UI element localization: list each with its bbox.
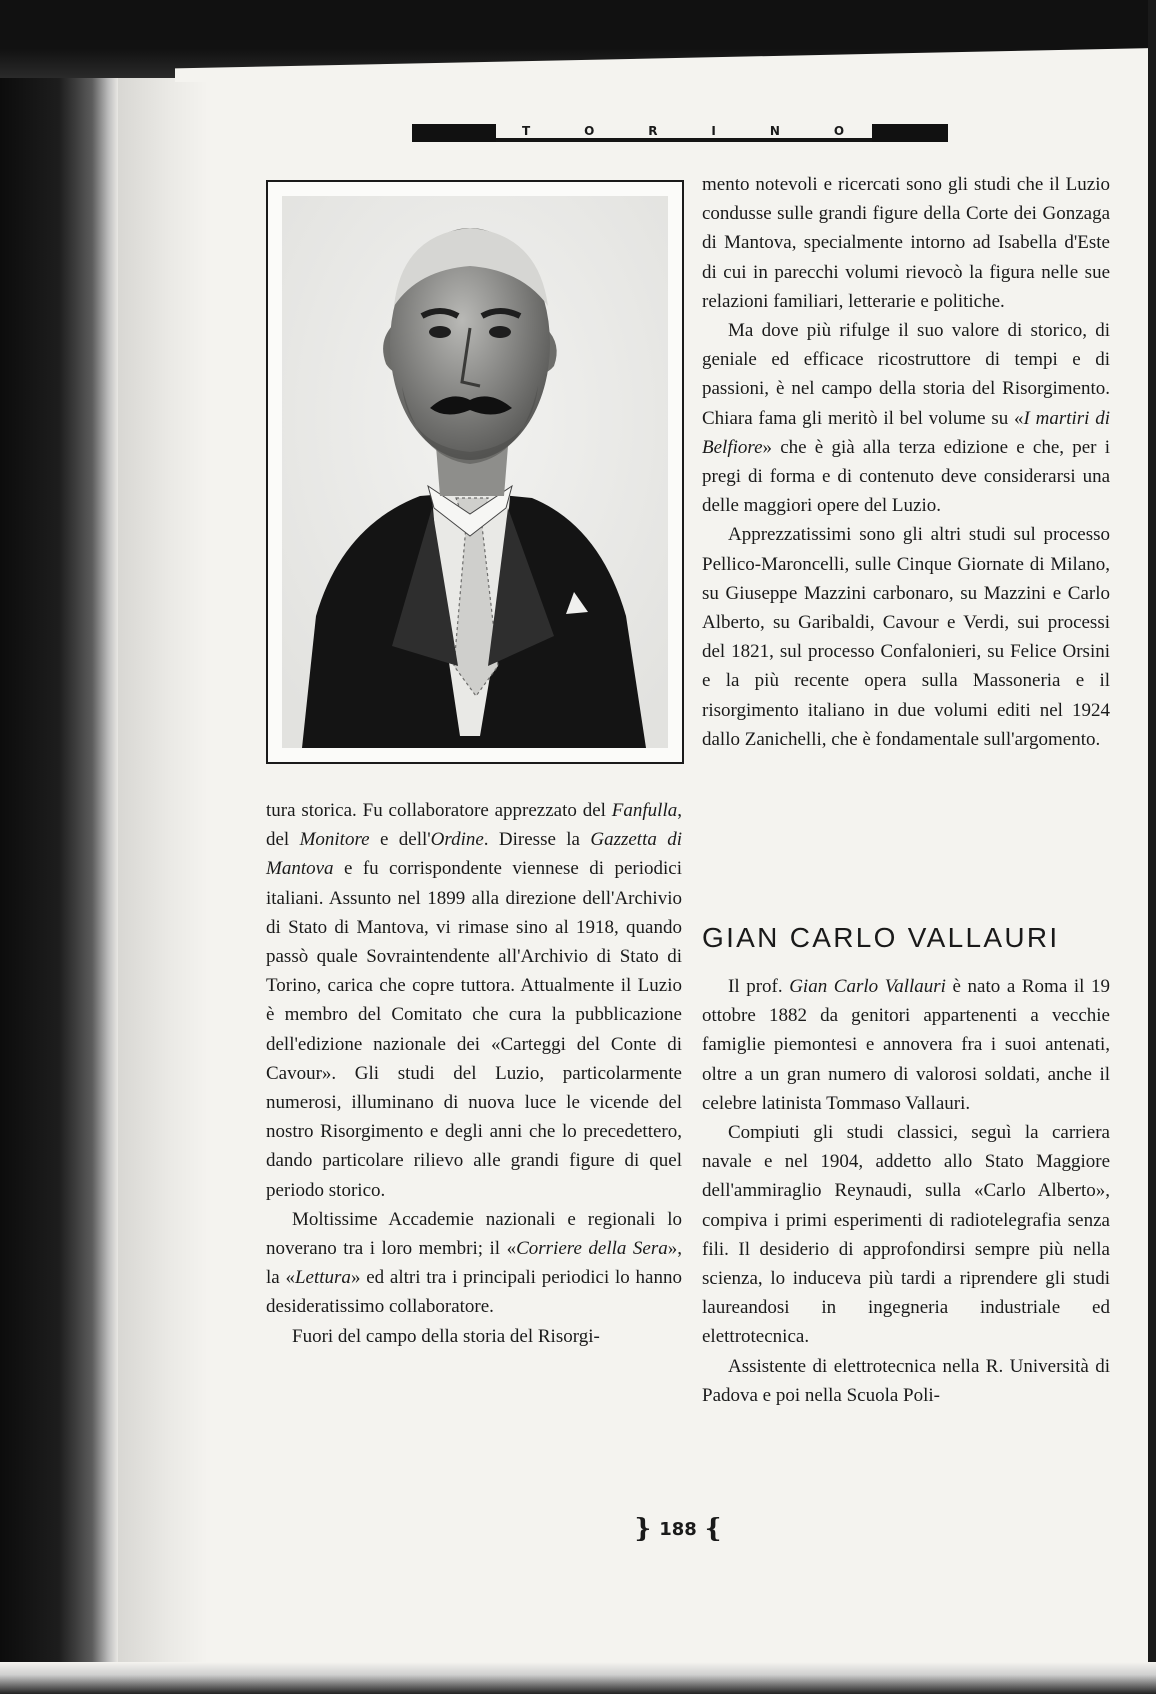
text-run: e fu corrispondente viennese di periodici italiani. Assunto nel 1899 alla direzione dell'Archivio di Stato di Mantova, vi rimase sino al 1918, quando passò quale Sovraintendente all'Archivio di Stato di Torino, carica che copre tuttora. Attualmente il Luzio è membro del Comitato che cura la pubblicazione dell'edizione nazionale dei «Carteggi del Conte di Cavour». Gli studi del Luzio, particolarmente numerosi, illuminano di nuova luce le vicende del nostro Risorgimento e degli anni che lo precedettero, dando particolare rilievo alle grandi figure di quel periodo storico.	[266, 858, 682, 1201]
scan-edge-shadow	[118, 60, 208, 1694]
portrait-eye	[489, 326, 511, 338]
scan-edge-right	[1148, 0, 1156, 1694]
text-run: , del	[266, 800, 682, 851]
paragraph: Apprezzatissimi sono gli altri studi sul processo Pellico-Maroncelli, sulle Cinque Giornate di Milano, su Giuseppe Mazzini carbonaro, su Mazzini e Carlo Alberto, su Garibaldi, Cavour e Verdi, sui processi del 1821, sul processo Confalonieri, su Felice Orsini e la più recente opera sulla Massoneria e il risorgimento italiano in due volumi editi nel 1924 dallo Zanichelli, che è fondamentale sull'argomento.	[702, 524, 1110, 750]
paragraph	[266, 1205, 682, 1322]
running-header-block-right	[872, 124, 948, 142]
italic-name: Gian Carlo Vallauri	[789, 976, 946, 997]
italic-title: I martiri di Belfiore	[702, 407, 1110, 458]
scan-edge-left	[0, 0, 118, 1694]
text-run: » ed altri tra i principali periodici lo hanno desideratissimo collaboratore.	[266, 1267, 682, 1318]
text-run: è nato a Roma il 19 ottobre 1882 da genitori appartenenti a vecchie famiglie piemontesi e annovera fra i suoi antenati, oltre a un gran numero di valorosi soldati, anche il celebre latinista Tommaso Vallauri.	[702, 976, 1110, 1114]
paragraph	[702, 972, 1110, 1118]
text-run: » che è già alla terza edizione e che, per i pregi di forma e di contenuto deve considerarsi una delle maggiori opere del Luzio.	[702, 436, 1110, 517]
text-run: Ma dove più rifulge il suo valore di storico, di geniale ed efficace ricostruttore di tempi e di passioni, è nel campo della storia del Risorgimento. Chiara fama gli meritò il bel volume su «	[702, 320, 1110, 429]
paragraph	[702, 316, 1110, 520]
text-run: e dell'	[369, 829, 431, 851]
page-number: 188	[659, 1518, 697, 1540]
italic-title: Corriere della Sera	[516, 1238, 668, 1260]
text-run: . Diresse la	[483, 829, 591, 851]
text-run: », la «	[266, 1238, 682, 1289]
ornament-left-icon: }	[634, 1514, 652, 1544]
paragraph: Fuori del campo della storia del Risorgi-	[292, 1325, 600, 1347]
page-number-block	[630, 1514, 726, 1544]
header-letter: I	[711, 124, 718, 138]
scan-edge-bottom	[0, 1662, 1156, 1694]
paragraph: mento notevoli e ricercati sono gli studi che il Luzio condusse sulle grandi figure della Corte dei Gonzaga di Mantova, specialmente intorno ad Isabella d'Este di cui in parecchi volumi rievocò la figura nelle sue relazioni familiari, letterarie e politiche.	[702, 174, 1110, 312]
header-letter: N	[769, 124, 782, 138]
section-heading: GIAN CARLO VALLAURI	[702, 922, 1060, 953]
text-run: Il prof.	[728, 976, 790, 997]
header-letter: R	[648, 124, 660, 138]
italic-title: Monitore	[299, 829, 370, 851]
italic-title: Gazzetta di Mantova	[266, 829, 682, 880]
text-run: Moltissime Accademie nazionali e regionali lo noverano tra i loro membri; il «	[266, 1208, 682, 1260]
left-column	[266, 796, 682, 1351]
paragraph	[266, 796, 682, 1205]
portrait-frame	[266, 180, 684, 764]
paragraph: Compiuti gli studi classici, seguì la carriera navale e nel 1904, addetto allo Stato Maggiore dell'ammiraglio Reynaudi, sulla «Carlo Alberto», compiva i primi esperimenti di radiotelegrafia senza fili. Il desiderio di approfondirsi sempre più nella scienza, lo induceva più tardi a riprendere gli studi laureandosi in ingegneria industriale ed elettrotecnica.	[702, 1122, 1110, 1348]
right-column-bottom	[702, 972, 1110, 1410]
header-letter: O	[584, 124, 597, 138]
portrait-eye	[429, 326, 451, 338]
portrait-photo	[282, 196, 668, 748]
italic-title: Ordine	[430, 829, 484, 851]
running-header	[412, 124, 948, 142]
italic-title: Fanfulla	[611, 800, 678, 821]
ornament-right-icon: {	[704, 1514, 722, 1544]
right-column-top	[702, 170, 1110, 754]
running-header-title	[496, 124, 872, 142]
italic-title: Lettura	[294, 1267, 351, 1289]
header-letter: T	[521, 124, 533, 138]
paragraph: Assistente di elettrotecnica nella R. Università di Padova e poi nella Scuola Poli-	[702, 1355, 1110, 1406]
running-header-block-left	[412, 124, 496, 142]
header-letter: O	[833, 124, 847, 138]
text-run: tura storica. Fu collaboratore apprezzato del	[266, 800, 612, 821]
